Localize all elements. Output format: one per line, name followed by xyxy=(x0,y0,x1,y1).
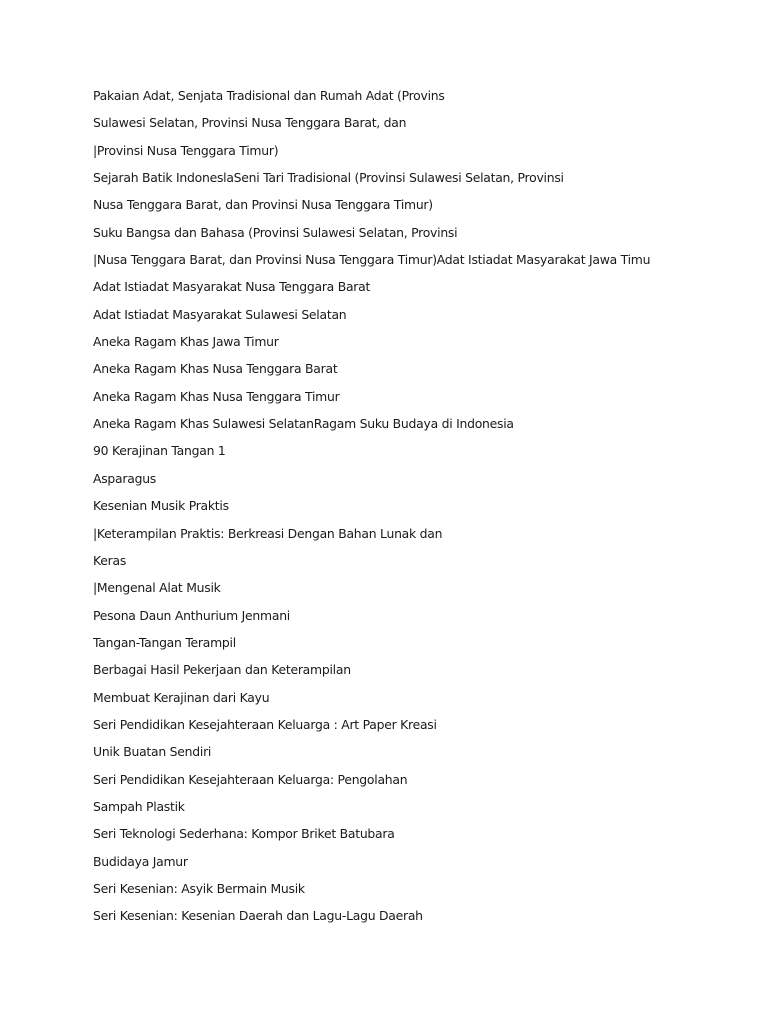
text-line: Pakaian Adat, Senjata Tradisional dan Rumah Adat (Provins xyxy=(93,88,445,103)
text-line: Seri Pendidikan Kesejahteraan Keluarga: Pengolahan xyxy=(93,771,408,787)
text-line: |Nusa Tenggara Barat, dan Provinsi Nusa Tenggara Timur)Adat Istiadat Masyarakat Jawa Timu xyxy=(93,252,651,268)
text-line: Unik Buatan Sendiri xyxy=(93,744,212,760)
text-line: |Keterampilan Praktis: Berkreasi Dengan Bahan Lunak dan xyxy=(93,525,443,541)
text-line: Kesenian Musik Praktis xyxy=(93,498,229,514)
text-line: Aneka Ragam Khas Nusa Tenggara Barat xyxy=(93,361,338,377)
text-line: Adat Istiadat Masyarakat Nusa Tenggara Barat xyxy=(93,279,371,295)
text-line: Aneka Ragam Khas Nusa Tenggara Timur xyxy=(93,388,340,404)
text-line: Asparagus xyxy=(93,470,157,486)
text-line: Nusa Tenggara Barat, dan Provinsi Nusa Tenggara Timur) xyxy=(93,197,433,213)
text-line: Budidaya Jamur xyxy=(93,853,188,869)
text-line: Seri Kesenian: Asyik Bermain Musik xyxy=(93,880,305,896)
document-text-lines xyxy=(93,86,753,934)
text-line: Sampah Plastik xyxy=(93,798,185,814)
text-line: Membuat Kerajinan dari Kayu xyxy=(93,689,270,705)
text-line: Berbagai Hasil Pekerjaan dan Keterampilan xyxy=(93,662,351,678)
text-line: Keras xyxy=(93,552,127,568)
text-line: Suku Bangsa dan Bahasa (Provinsi Sulawesi Selatan, Provinsi xyxy=(93,224,458,240)
text-line: Adat Istiadat Masyarakat Sulawesi Selatan xyxy=(93,306,347,322)
text-line: Pesona Daun Anthurium Jenmani xyxy=(93,607,290,623)
text-line: Seri Kesenian: Kesenian Daerah dan Lagu-Lagu Daerah xyxy=(93,908,423,924)
text-line: Aneka Ragam Khas Jawa Timur xyxy=(93,334,279,350)
text-line: Seri Pendidikan Kesejahteraan Keluarga : Art Paper Kreasi xyxy=(93,716,437,732)
text-line: |Mengenal Alat Musik xyxy=(93,580,221,596)
text-line: Tangan-Tangan Terampil xyxy=(93,634,236,650)
text-line: Sulawesi Selatan, Provinsi Nusa Tenggara Barat, dan xyxy=(93,115,407,131)
text-line: Seri Teknologi Sederhana: Kompor Briket Batubara xyxy=(93,826,395,842)
text-line: |Provinsi Nusa Tenggara Timur) xyxy=(93,142,279,158)
text-line: Aneka Ragam Khas Sulawesi SelatanRagam Suku Budaya di Indonesia xyxy=(93,416,514,432)
text-line: Sejarah Batik IndoneslaSeni Tari Tradisional (Provinsi Sulawesi Selatan, Provinsi xyxy=(93,170,564,186)
text-line: 90 Kerajinan Tangan 1 xyxy=(93,443,226,459)
